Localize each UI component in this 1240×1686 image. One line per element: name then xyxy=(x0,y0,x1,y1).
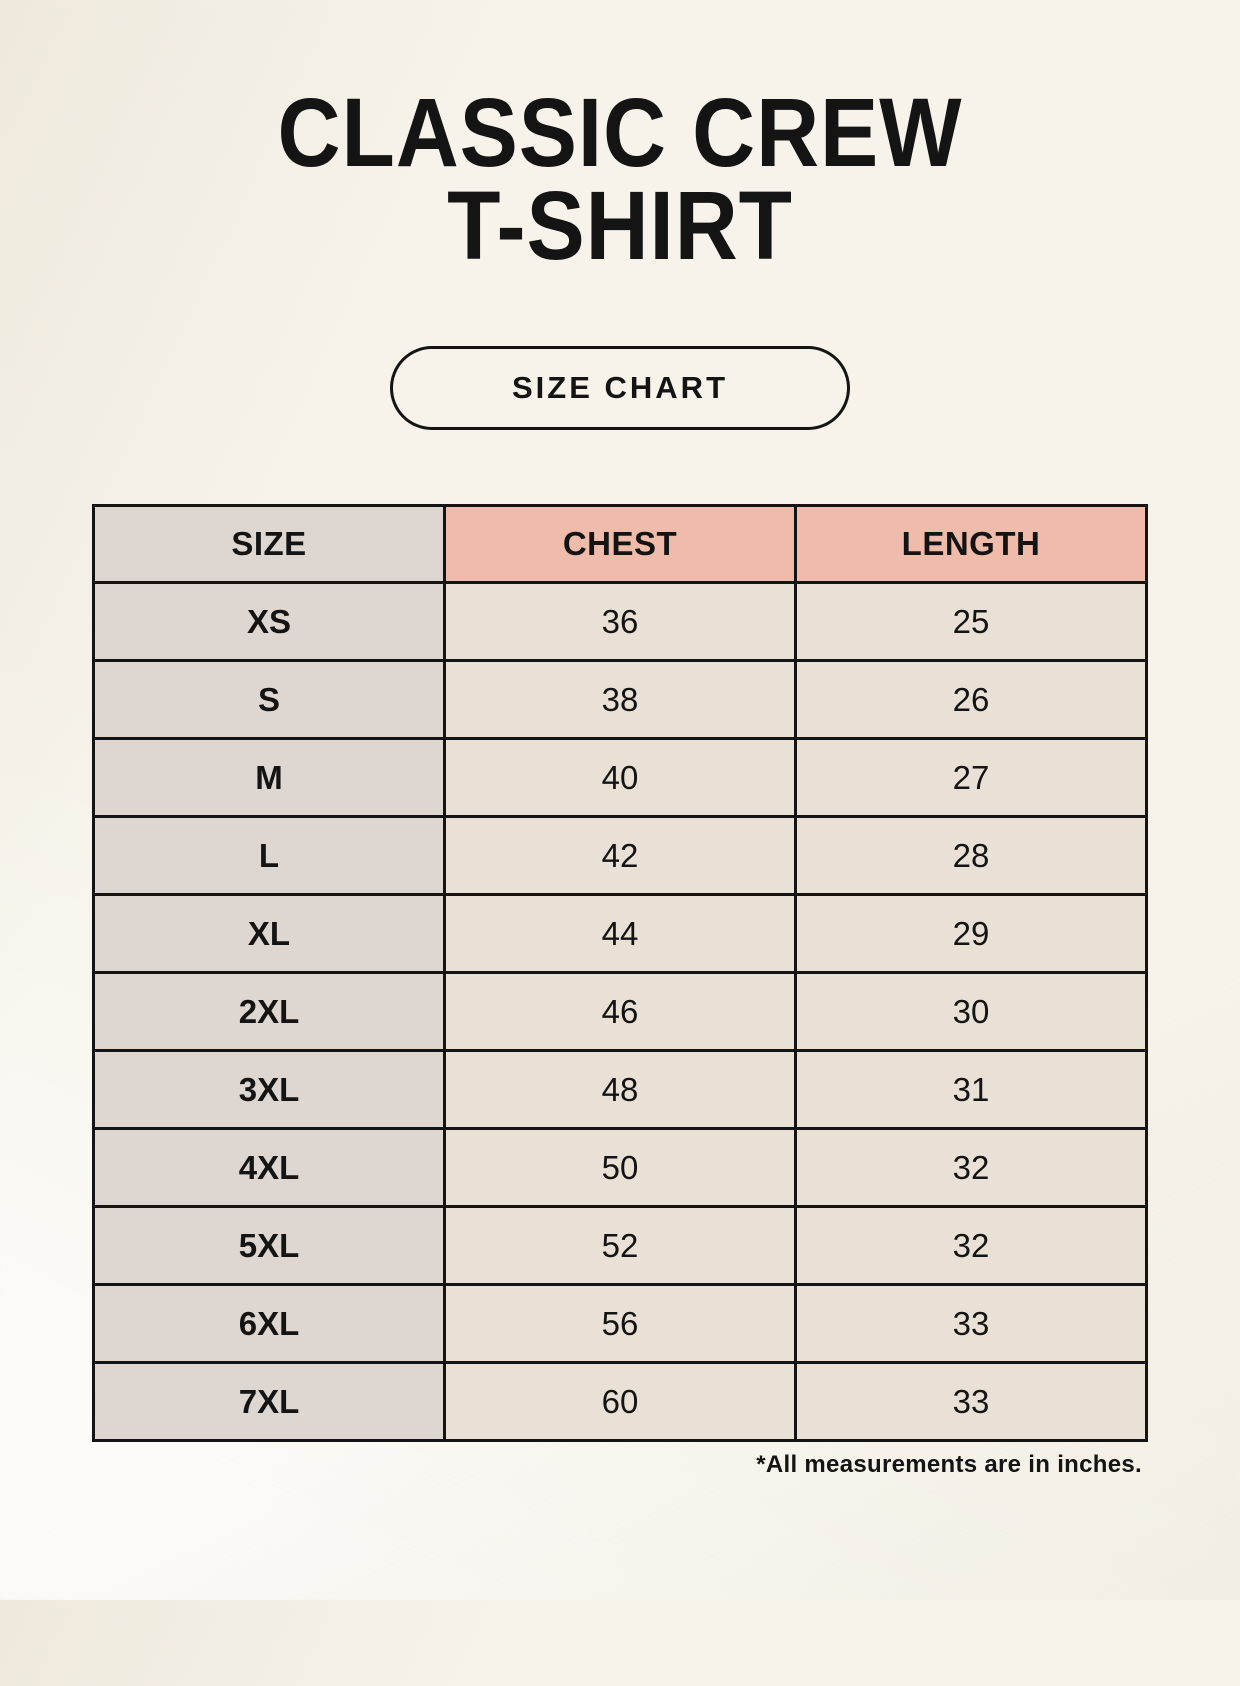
chest-cell: 46 xyxy=(445,973,796,1051)
chest-cell: 44 xyxy=(445,895,796,973)
table-row xyxy=(94,1051,1147,1129)
table-row xyxy=(94,1285,1147,1363)
size-cell: 4XL xyxy=(94,1129,445,1207)
size-chart-button[interactable]: SIZE CHART xyxy=(390,346,850,430)
chest-cell: 60 xyxy=(445,1363,796,1441)
length-cell: 30 xyxy=(796,973,1147,1051)
chest-cell: 42 xyxy=(445,817,796,895)
chest-cell: 48 xyxy=(445,1051,796,1129)
page-title-line1: CLASSIC CREW xyxy=(277,78,963,187)
table-row xyxy=(94,895,1147,973)
table-row xyxy=(94,817,1147,895)
table-row xyxy=(94,1363,1147,1441)
chest-cell: 56 xyxy=(445,1285,796,1363)
column-header-size: SIZE xyxy=(94,506,445,583)
chest-cell: 52 xyxy=(445,1207,796,1285)
length-cell: 26 xyxy=(796,661,1147,739)
table-row xyxy=(94,739,1147,817)
column-header-chest: CHEST xyxy=(445,506,796,583)
length-cell: 27 xyxy=(796,739,1147,817)
chest-cell: 50 xyxy=(445,1129,796,1207)
chest-cell: 40 xyxy=(445,739,796,817)
size-cell: 7XL xyxy=(94,1363,445,1441)
page-title-line2: T-SHIRT xyxy=(447,171,793,281)
size-cell: 2XL xyxy=(94,973,445,1051)
chest-cell: 36 xyxy=(445,583,796,661)
table-row xyxy=(94,661,1147,739)
table-row xyxy=(94,1129,1147,1207)
size-chart-table-container xyxy=(92,504,1148,1442)
length-cell: 33 xyxy=(796,1285,1147,1363)
table-row xyxy=(94,583,1147,661)
length-cell: 31 xyxy=(796,1051,1147,1129)
size-cell: M xyxy=(94,739,445,817)
size-cell: XL xyxy=(94,895,445,973)
measurements-footnote: *All measurements are in inches. xyxy=(756,1451,1142,1479)
size-cell: S xyxy=(94,661,445,739)
length-cell: 33 xyxy=(796,1363,1147,1441)
chest-cell: 38 xyxy=(445,661,796,739)
table-row xyxy=(94,1207,1147,1285)
length-cell: 25 xyxy=(796,583,1147,661)
size-cell: XS xyxy=(94,583,445,661)
length-cell: 32 xyxy=(796,1129,1147,1207)
table-header-row xyxy=(94,506,1147,583)
size-cell: L xyxy=(94,817,445,895)
table-row xyxy=(94,973,1147,1051)
column-header-length: LENGTH xyxy=(796,506,1147,583)
length-cell: 32 xyxy=(796,1207,1147,1285)
length-cell: 29 xyxy=(796,895,1147,973)
size-chart-table xyxy=(92,504,1148,1442)
size-cell: 3XL xyxy=(94,1051,445,1129)
size-cell: 6XL xyxy=(94,1285,445,1363)
page-title xyxy=(62,78,1178,281)
length-cell: 28 xyxy=(796,817,1147,895)
size-cell: 5XL xyxy=(94,1207,445,1285)
